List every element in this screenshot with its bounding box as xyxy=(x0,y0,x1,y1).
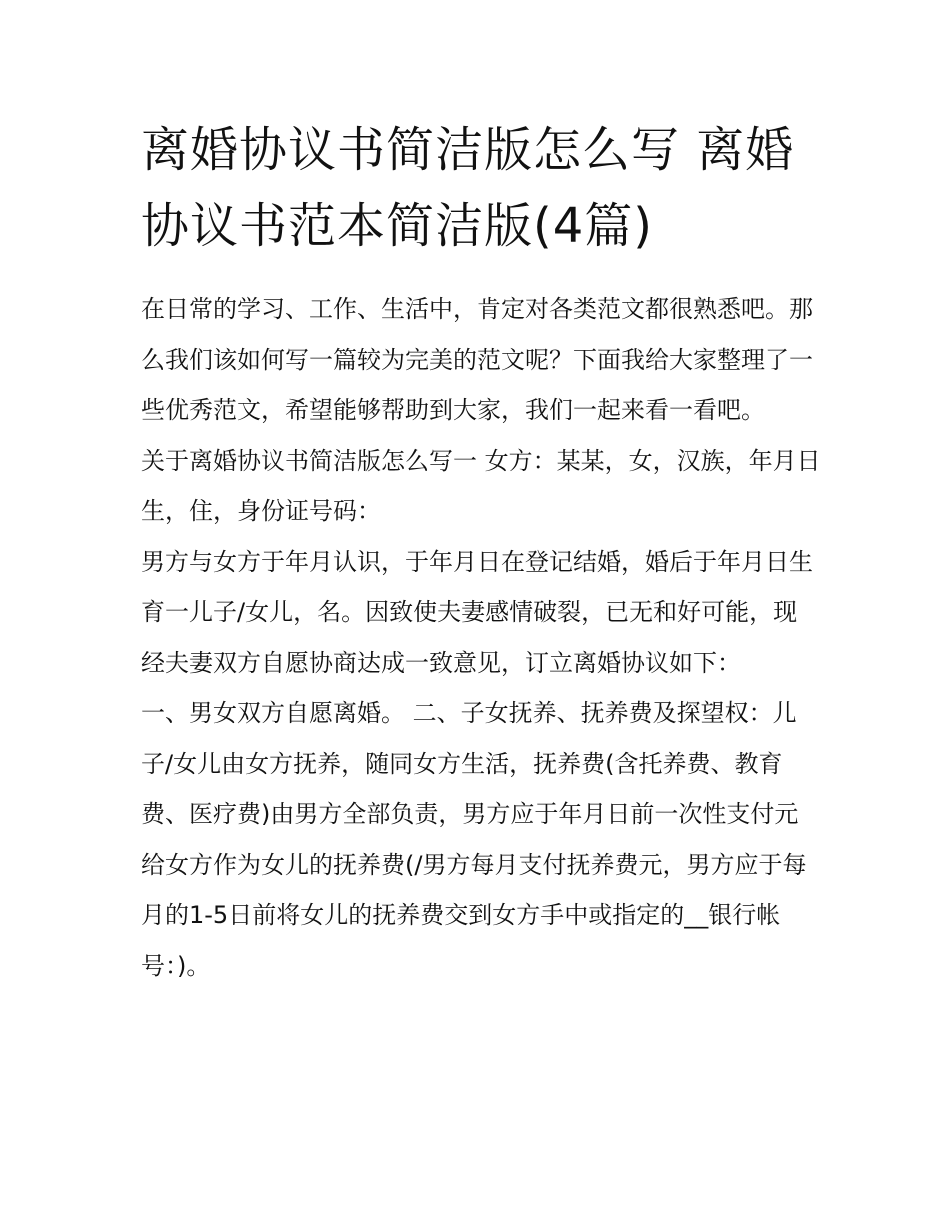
paragraph-intro: 在日常的学习、工作、生活中，肯定对各类范文都很熟悉吧。那么我们该如何写一篇较为完美的范文呢？下面我给大家整理了一些优秀范文，希望能够帮助到大家，我们一起来看一看吧。 xyxy=(141,295,813,424)
document-body xyxy=(141,284,821,991)
paragraph-parties: 关于离婚协议书简洁版怎么写一 女方：某某，女，汉族，年月日生，住，身份证号码： xyxy=(141,446,821,525)
document-content xyxy=(141,112,821,991)
document-title: 离婚协议书简洁版怎么写 离婚协议书范本简洁版(4篇) xyxy=(141,122,795,254)
paragraph-terms: 一、男女双方自愿离婚。 二、子女抚养、抚养费及探望权：儿子/女儿由女方抚养，随同女方生活，抚养费(含托养费、教育费、医疗费)由男方全部负责，男方应于年月日前一次性支付元给女方作为女儿的抚养费(/男方每月支付抚养费元，男方应于每月的1-5日前将女儿的抚养费交到女方手中或指定的__银行帐号：)。 xyxy=(141,699,807,980)
paragraph-background: 男方与女方于年月认识，于年月日在登记结婚，婚后于年月日生育一儿子/女儿，名。因致使夫妻感情破裂，已无和好可能，现经夫妻双方自愿协商达成一致意见，订立离婚协议如下： xyxy=(141,547,813,677)
